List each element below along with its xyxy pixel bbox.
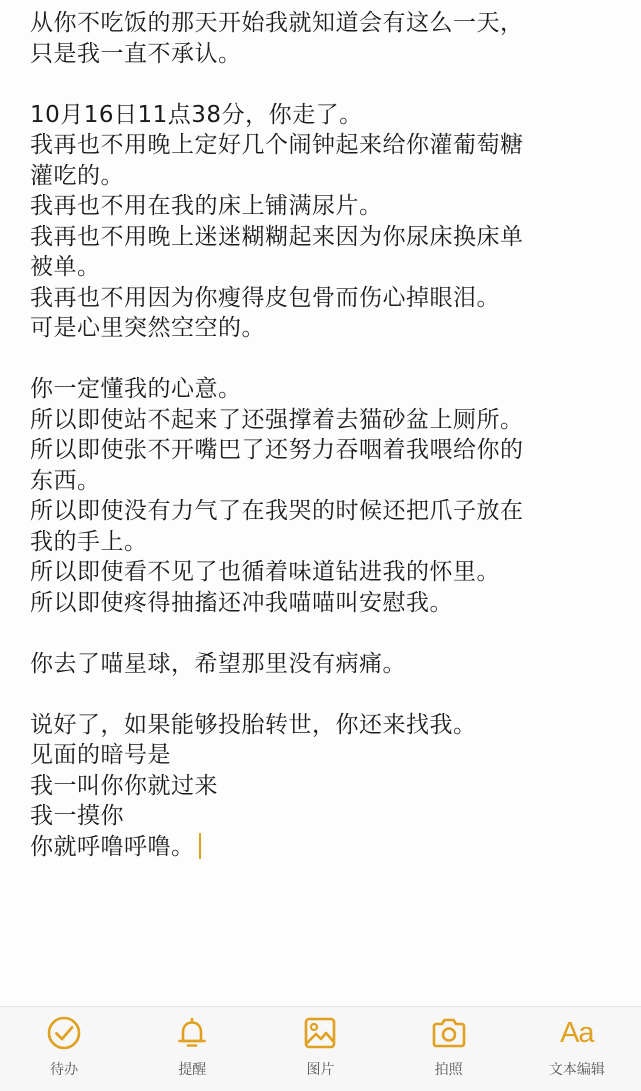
note-line: 东西。: [30, 467, 101, 494]
note-blank-line: [30, 69, 630, 100]
note-line: 可是心里突然空空的。: [30, 315, 265, 341]
note-last-line: [30, 832, 630, 863]
bell-icon: [172, 1013, 212, 1053]
note-line: 从你不吃饭的那天开始我就知道会有这么一天，: [30, 10, 524, 36]
text-cursor: [199, 833, 201, 859]
note-line: 所以即使站不起来了还强撑着去猫砂盆上厕所。: [30, 406, 524, 433]
note-line: 我再也不用晚上定好几个闹钟起来给你灌葡萄糖: [30, 132, 524, 158]
check-circle-icon: [44, 1013, 84, 1053]
reminder-button[interactable]: [137, 1013, 247, 1079]
note-line: 所以即使没有力气了在我哭的时候还把爪子放在: [30, 498, 524, 524]
todo-button[interactable]: [9, 1013, 119, 1079]
image-button[interactable]: [265, 1013, 375, 1079]
note-line: 见面的暗号是: [30, 742, 171, 768]
bottom-toolbar: [0, 1006, 641, 1091]
note-line: 所以即使疼得抽搐还冲我喵喵叫安慰我。: [30, 589, 453, 616]
text-format-icon: [557, 1013, 597, 1053]
note-line: 我再也不用在我的床上铺满尿片。: [30, 193, 383, 219]
note-line: 只是我一直不承认。: [30, 40, 242, 67]
reminder-label: 提醒: [178, 1062, 207, 1078]
note-text-area[interactable]: [30, 8, 630, 862]
note-line: 所以即使看不见了也循着味道钻进我的怀里。: [30, 559, 500, 585]
text-edit-button[interactable]: [522, 1013, 632, 1079]
image-icon: [300, 1013, 340, 1053]
note-line: 10月16日11点38分，你走了。: [30, 101, 363, 128]
note-blank-line: [30, 344, 630, 375]
note-line: 我再也不用因为你瘦得皮包骨而伤心掉眼泪。: [30, 284, 500, 311]
image-label: 图片: [306, 1062, 335, 1078]
text-format-glyph: Aa: [560, 1016, 594, 1049]
note-line: 被单。: [30, 254, 101, 280]
note-line: 你去了喵星球，希望那里没有病痛。: [30, 650, 406, 677]
todo-label: 待办: [50, 1062, 79, 1078]
camera-label: 拍照: [434, 1062, 463, 1078]
note-line-text: 你就呼噜呼噜。: [30, 833, 195, 860]
note-line: 你一定懂我的心意。: [30, 376, 242, 402]
note-line: 我的手上。: [30, 528, 148, 555]
note-line: 我再也不用晚上迷迷糊糊起来因为你尿床换床单: [30, 223, 524, 250]
note-blank-line: [30, 679, 630, 710]
note-line: 说好了，如果能够投胎转世，你还来找我。: [30, 711, 477, 738]
note-line: 所以即使张不开嘴巴了还努力吞咽着我喂给你的: [30, 437, 524, 463]
text-edit-label: 文本编辑: [548, 1062, 605, 1078]
note-blank-line: [30, 618, 630, 649]
camera-button[interactable]: [394, 1013, 504, 1079]
camera-icon: [429, 1013, 469, 1053]
note-line: 我一叫你你就过来: [30, 772, 218, 799]
note-line: 我一摸你: [30, 803, 124, 829]
note-line: 灌吃的。: [30, 162, 124, 189]
